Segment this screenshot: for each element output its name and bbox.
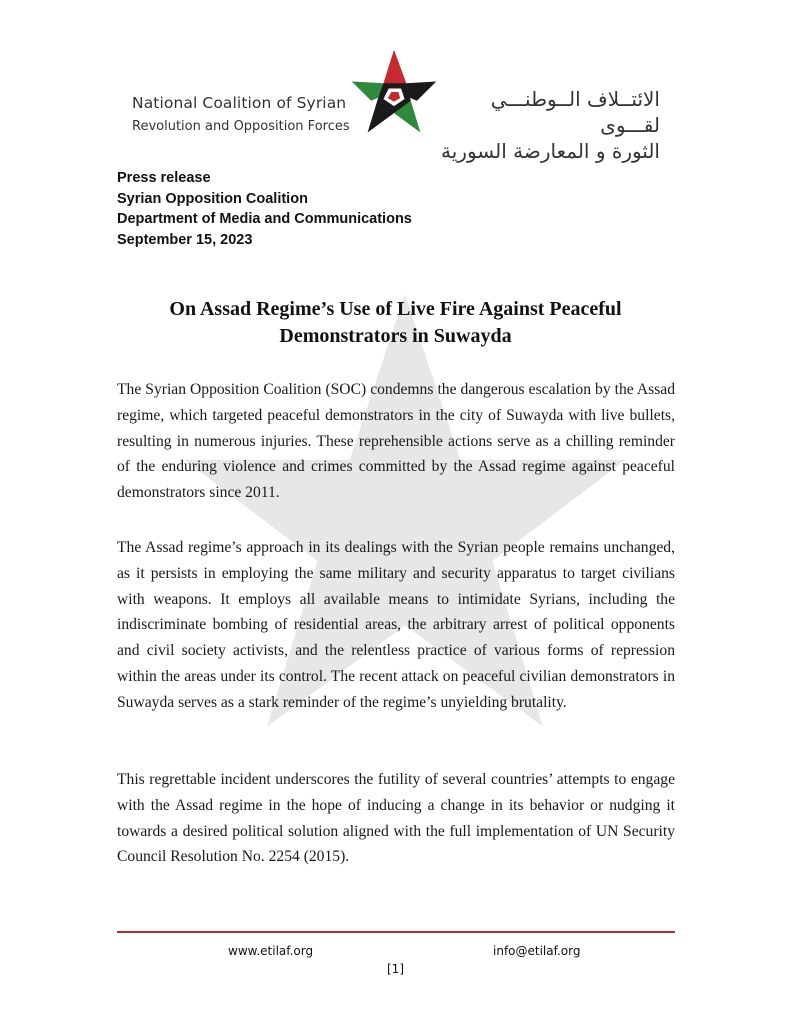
- meta-department: Department of Media and Communications: [117, 211, 412, 227]
- footer-website-link[interactable]: www.etilaf.org: [228, 944, 314, 958]
- org-name-arabic: [438, 86, 660, 164]
- org-name-en-line1: National Coalition of Syrian: [132, 94, 347, 112]
- meta-doc-type: Press release: [117, 170, 211, 186]
- document-title: [117, 296, 674, 350]
- body-paragraph-2: The Assad regime’s approach in its dealings with the Syrian people remains unchanged, as it persists in employing the same military and security apparatus to target civilians with weapons. It employs all available means to intimidate Syrians, including the indiscriminate bombing of residential areas, the arbitrary arrest of political opponents and civil society activists, and the relentless practice of various forms of repression within the areas under its control. The recent attack on peaceful civilian demonstrators in Suwayda serves as a stark reminder of the regime’s unyielding brutality.: [117, 539, 675, 711]
- footer-divider: [117, 931, 675, 933]
- page-number: [1]: [387, 962, 404, 976]
- title-line1: On Assad Regime’s Use of Live Fire Against Peaceful: [169, 298, 622, 320]
- letterhead: [0, 44, 791, 163]
- body-paragraph-1: The Syrian Opposition Coalition (SOC) condemns the dangerous escalation by the Assad regime, which targeted peaceful demonstrators in the city of Suwayda with live bullets, resulting in numerous injuries. These reprehensible actions serve as a chilling reminder of the enduring violence and crimes committed by the Assad regime against peaceful demonstrators since 2011.: [117, 381, 675, 502]
- meta-date: September 15, 2023: [117, 231, 253, 248]
- footer-email-link[interactable]: info@etilaf.org: [493, 944, 581, 958]
- coalition-star-logo: [349, 48, 439, 136]
- title-line2: Demonstrators in Suwayda: [279, 325, 512, 347]
- org-name-ar-line2: الثورة و المعارضة السورية: [441, 139, 660, 163]
- press-release-meta: [117, 168, 412, 250]
- org-name-english: [132, 92, 350, 138]
- org-name-ar-line1: الائتــلاف الــوطنـــي لقـــوى: [490, 87, 660, 137]
- meta-organization: Syrian Opposition Coalition: [117, 190, 308, 207]
- body-paragraph-3: This regrettable incident underscores the futility of several countries’ attempts to engage with the Assad regime in the hope of inducing a change in its behavior or nudging it towards a desired political solution aligned with the full implementation of UN Security Council Resolution No. 2254 (2015).: [117, 771, 675, 866]
- org-name-en-line2: Revolution and Opposition Forces: [132, 119, 350, 134]
